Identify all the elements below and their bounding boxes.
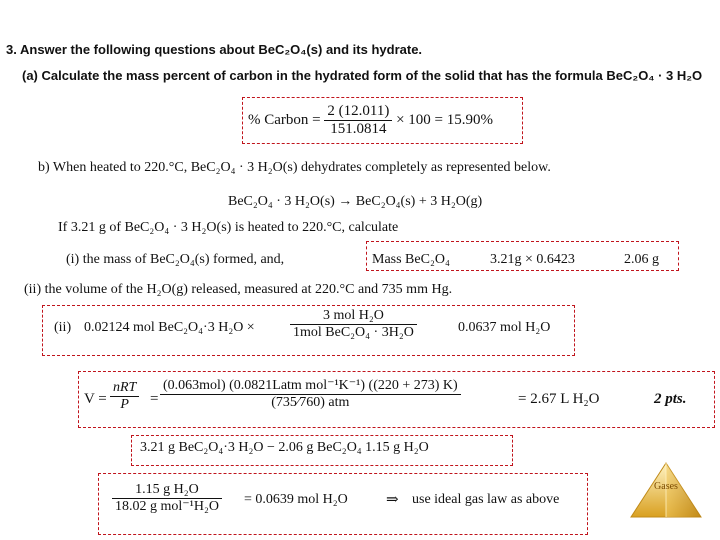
moles-denominator: 1mol BeC₂O₄ · 3H₂O bbox=[293, 325, 414, 341]
moles-fraction bbox=[290, 308, 417, 341]
question-stem-text: Answer the following questions about bbox=[19, 42, 255, 57]
part-ii bbox=[24, 282, 452, 298]
alt-numerator: 1.15 g H₂O bbox=[112, 482, 222, 499]
reaction-equation: BeC₂O₄ · 3 H₂O(s) → BeC₂O₄(s) + 3 H₂O(g) bbox=[228, 194, 483, 209]
part-i-label: (i) bbox=[66, 252, 80, 267]
carbon-fraction bbox=[324, 103, 392, 139]
alt-frac bbox=[112, 482, 222, 515]
question-number: 3. bbox=[6, 42, 17, 57]
moles-result: 0.0637 mol H₂O bbox=[458, 320, 551, 335]
gas-law-points: 2 pts. bbox=[654, 391, 687, 407]
gas-law-eq: = bbox=[150, 391, 159, 407]
carbon-numerator: 2 (12.011) bbox=[324, 103, 392, 121]
part-i-formula: BeC₂O₄(s) bbox=[149, 252, 210, 267]
gas-law-result: = 2.67 L H₂O bbox=[518, 391, 600, 407]
alt-denominator: 18.02 g mol⁻¹H₂O bbox=[115, 499, 219, 515]
part-ii-text: the volume of the bbox=[44, 282, 143, 297]
carbon-denominator: 151.0814 bbox=[330, 121, 387, 138]
part-a-label: (a) bbox=[22, 68, 38, 83]
mass-label: Mass BeC₂O₄ bbox=[372, 252, 450, 267]
part-i-suffix: formed, and, bbox=[213, 252, 285, 267]
gas-law-lhs-num: nRT bbox=[110, 380, 139, 397]
question-stem-suffix: and its hydrate. bbox=[325, 42, 423, 57]
gas-law-lhs-frac bbox=[110, 380, 139, 413]
gases-label: Gases bbox=[654, 481, 678, 492]
moles-numerator: 3 mol H₂O bbox=[290, 308, 417, 325]
gas-law-rhs bbox=[160, 378, 461, 411]
gas-law-rhs-den: (735⁄760) atm bbox=[271, 395, 350, 411]
gas-law-lhs-den: P bbox=[120, 397, 129, 413]
moles-lhs: 0.02124 mol BeC₂O₄·3 H₂O × bbox=[84, 320, 255, 335]
part-ii-label: (ii) bbox=[24, 282, 42, 297]
part-b-text: When heated to 220.°C, bbox=[52, 160, 188, 175]
gas-law-v: V = bbox=[84, 391, 107, 407]
alt-arrow: ⇒ bbox=[386, 492, 399, 508]
part-b bbox=[38, 160, 551, 176]
gas-law-rhs-num: (0.063mol) (0.0821Latm mol⁻¹K⁻¹) ((220 + 273) K) bbox=[160, 378, 461, 395]
alt-rhs: = 0.0639 mol H₂O bbox=[244, 492, 348, 507]
part-ii-formula: H₂O(g) bbox=[146, 282, 188, 297]
part-a-text: Calculate the mass percent of carbon in the hydrated form of the solid that has the formula bbox=[41, 68, 603, 83]
carbon-equation bbox=[248, 103, 493, 139]
part-ii-suffix: released, measured at 220.°C and 735 mm Hg. bbox=[191, 282, 453, 297]
part-b-label: b) bbox=[38, 160, 50, 175]
if-prefix: If 3.21 g of bbox=[58, 220, 121, 235]
if-formula: BeC₂O₄ · 3 H₂O(s) bbox=[124, 220, 232, 235]
part-a bbox=[22, 68, 702, 83]
moles-label: (ii) bbox=[54, 320, 72, 335]
alt-note: use ideal gas law as above bbox=[412, 492, 560, 507]
if-statement bbox=[58, 220, 398, 236]
alt-fraction bbox=[112, 482, 222, 515]
part-b-formula: BeC₂O₄ · 3 H₂O(s) bbox=[190, 160, 298, 175]
gas-law-rhs-frac bbox=[160, 378, 461, 411]
moles-fraction-inner bbox=[290, 308, 417, 341]
mass-diff-text: 3.21 g BeC₂O₄·3 H₂O − 2.06 g BeC₂O₄ 1.15 g H₂O bbox=[140, 440, 429, 455]
gas-law-lhs bbox=[110, 380, 139, 413]
part-a-formula: BeC₂O₄ · 3 H₂O bbox=[606, 68, 703, 83]
if-suffix: is heated to 220.°C, calculate bbox=[234, 220, 399, 235]
carbon-lhs: % Carbon = bbox=[248, 112, 321, 129]
carbon-rhs: × 100 = 15.90% bbox=[396, 112, 493, 129]
mass-result: 2.06 g bbox=[624, 252, 659, 267]
gases-nav-button[interactable] bbox=[627, 461, 705, 519]
question-stem-formula: BeC₂O₄(s) bbox=[258, 42, 323, 57]
part-i-text: the mass of bbox=[82, 252, 147, 267]
part-b-suffix: dehydrates completely as represented below. bbox=[301, 160, 551, 175]
mass-value: 3.21g × 0.6423 bbox=[490, 252, 575, 267]
question-stem bbox=[6, 42, 422, 57]
part-i bbox=[66, 252, 284, 268]
